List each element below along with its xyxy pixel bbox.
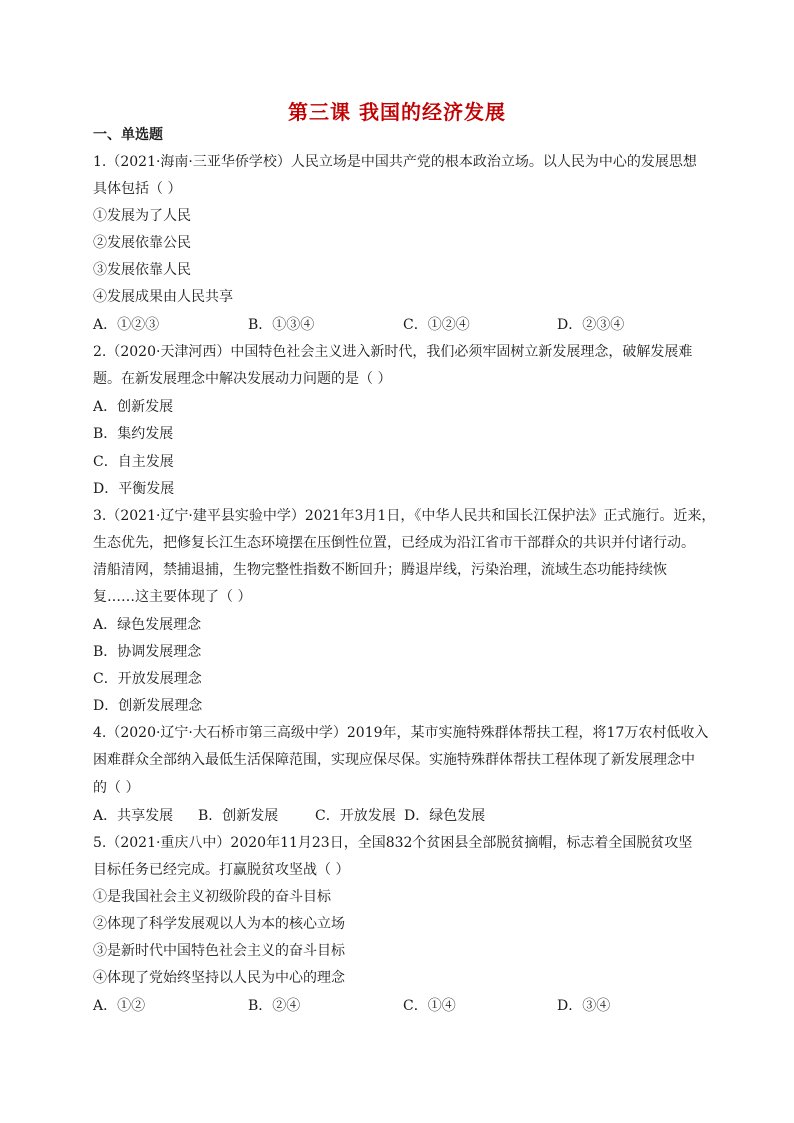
q1-option-a[interactable]: A．①②③	[93, 317, 160, 333]
q4-option-b[interactable]: B．创新发展	[198, 808, 279, 824]
q4-option-d[interactable]: D．绿色发展	[404, 808, 486, 824]
q4-stem-line-2: 困难群众全部纳入最低生活保障范围，实现应保尽保。实施特殊群体帮扶工程体现了新发展理念中	[93, 752, 695, 768]
q3-option-d[interactable]: D．创新发展理念	[93, 698, 203, 714]
q3-stem-line-2: 生态优先，把修复长江生态环境摆在压倒性位置，已经成为沿江省市干部群众的共识并付诸行动。	[93, 535, 695, 551]
q3-stem-line-4: 复……这主要体现了（ ）	[93, 589, 252, 605]
q1-option-b[interactable]: B．①③④	[248, 317, 315, 333]
q2-option-c[interactable]: C．自主发展	[93, 454, 174, 470]
q5-option-d[interactable]: D．③④	[557, 998, 611, 1014]
q5-stem-line-1: 5.（2021·重庆八中）2020年11月23日，全国832个贫困县全部脱贫摘帽，标志着全国脱贫攻坚	[93, 835, 693, 851]
q1-stem-line-1: 1.（2021·海南·三亚华侨学校）人民立场是中国共产党的根本政治立场。以人民为中心的发展思想	[93, 154, 697, 170]
q1-statement-2: ②发展依靠公民	[93, 235, 191, 251]
q5-statement-2: ②体现了科学发展观以人为本的核心立场	[93, 916, 345, 932]
q3-stem-line-1: 3.（2021·辽宁·建平县实验中学）2021年3月1日，《中华人民共和国长江保护法》正式施行。近来，	[93, 508, 716, 524]
q2-stem-line-1: 2.（2020·天津河西）中国特色社会主义进入新时代，我们必须牢固树立新发展理念，破解发展难	[93, 344, 693, 360]
q4-option-c[interactable]: C．开放发展	[315, 808, 396, 824]
q5-option-b[interactable]: B．②④	[248, 998, 301, 1014]
q2-option-d[interactable]: D．平衡发展	[93, 481, 175, 497]
section-heading: 一、单选题	[93, 127, 163, 143]
q1-option-c[interactable]: C．①②④	[403, 317, 470, 333]
q1-statement-1: ①发展为了人民	[93, 208, 191, 224]
q5-statement-4: ④体现了党始终坚持以人民为中心的理念	[93, 970, 345, 986]
q1-option-d[interactable]: D．②③④	[557, 317, 625, 333]
q4-stem-line-3: 的（ ）	[93, 780, 140, 796]
q5-statement-3: ③是新时代中国特色社会主义的奋斗目标	[93, 943, 345, 959]
q4-option-a[interactable]: A．共享发展	[93, 808, 174, 824]
q4-stem-line-1: 4.（2020·辽宁·大石桥市第三高级中学）2019年，某市实施特殊群体帮扶工程，将17万农村低收入	[93, 725, 709, 741]
q2-option-a[interactable]: A．创新发展	[93, 399, 174, 415]
page-title: 第三课 我国的经济发展	[288, 100, 506, 124]
q5-option-a[interactable]: A．①②	[93, 998, 146, 1014]
q1-stem-line-2: 具体包括（ ）	[93, 181, 182, 197]
q5-option-c[interactable]: C．①④	[403, 998, 456, 1014]
q5-stem-line-2: 目标任务已经完成。打赢脱贫攻坚战（ ）	[93, 862, 350, 878]
q5-statement-1: ①是我国社会主义初级阶段的奋斗目标	[93, 889, 331, 905]
q3-option-c[interactable]: C．开放发展理念	[93, 671, 202, 687]
q3-stem-line-3: 清船清网，禁捕退捕，生物完整性指数不断回升；腾退岸线，污染治理，流域生态功能持续恢	[93, 562, 667, 578]
q3-option-b[interactable]: B．协调发展理念	[93, 644, 202, 660]
q2-stem-line-2: 题。在新发展理念中解决发展动力问题的是（ ）	[93, 371, 392, 387]
q3-option-a[interactable]: A．绿色发展理念	[93, 617, 202, 633]
q1-statement-3: ③发展依靠人民	[93, 262, 191, 278]
q2-option-b[interactable]: B．集约发展	[93, 426, 174, 442]
q1-statement-4: ④发展成果由人民共享	[93, 289, 233, 305]
